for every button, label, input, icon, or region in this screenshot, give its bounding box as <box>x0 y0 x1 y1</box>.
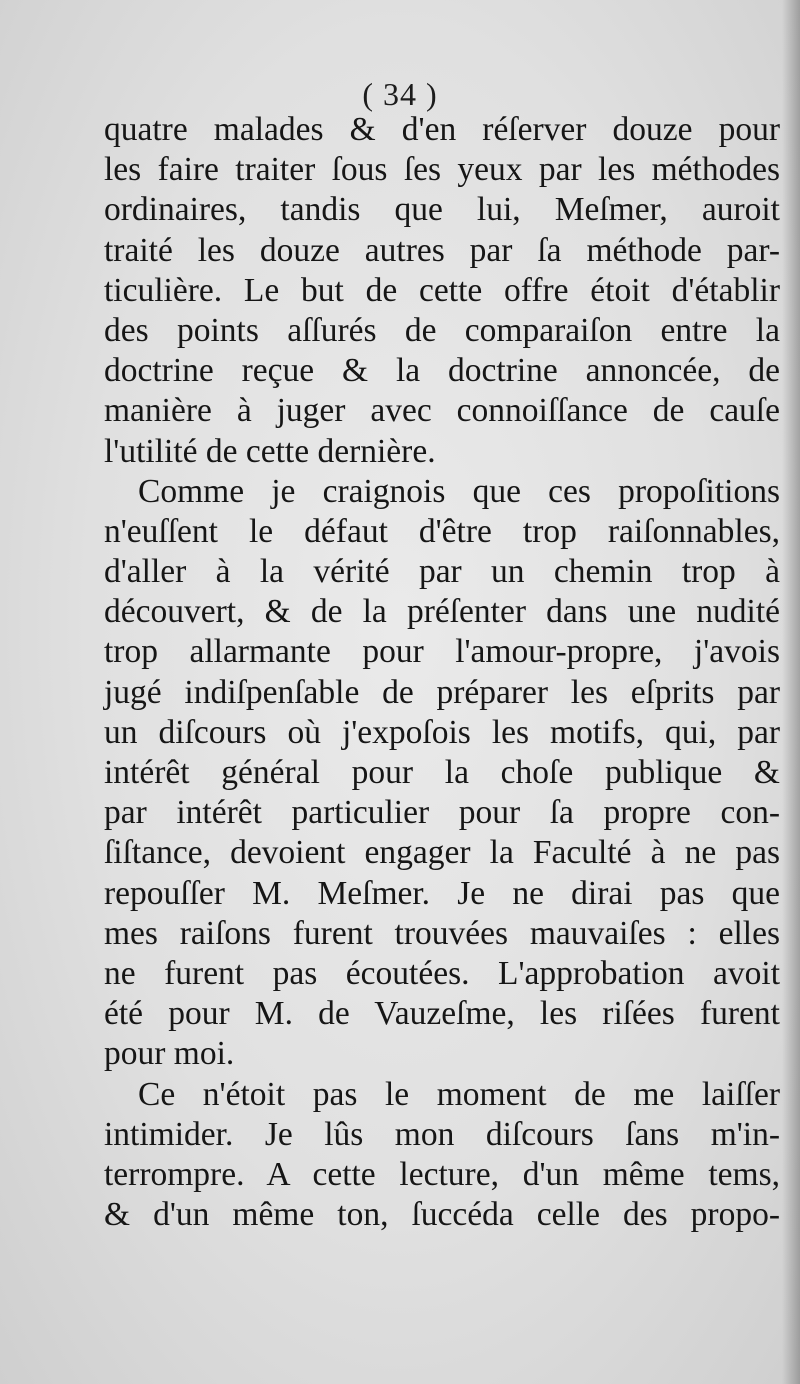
text-line: les faire traiter ſous ſes yeux par les méthodes <box>104 151 780 189</box>
text-line: n'euſſent le défaut d'être trop raiſonnables, <box>104 512 780 550</box>
text-line: repouſſer M. Meſmer. Je ne dirai pas que <box>104 874 780 912</box>
text-line: des points aſſurés de comparaiſon entre la <box>104 311 780 349</box>
text-line: intimider. Je lûs mon diſcours ſans m'in- <box>104 1115 780 1153</box>
text-line: ſiſtance, devoient engager la Faculté à ne pas <box>104 834 780 872</box>
text-line: l'utilité de cette dernière. <box>104 432 436 470</box>
text-line: trop allarmante pour l'amour-propre, j'avois <box>104 633 780 671</box>
text-line: manière à juger avec connoiſſance de cauſe <box>104 392 780 430</box>
text-line: ticulière. Le but de cette offre étoit d'établir <box>104 271 780 309</box>
text-line: été pour M. de Vauzeſme, les riſées furent <box>104 995 780 1033</box>
text-line: terrompre. A cette lecture, d'un même tems, <box>104 1155 780 1193</box>
text-line: d'aller à la vérité par un chemin trop à <box>104 553 780 591</box>
text-line: un diſcours où j'expoſois les motifs, qui, par <box>104 713 780 751</box>
text-line: ordinaires, tandis que lui, Meſmer, auroit <box>104 191 780 229</box>
text-line: Ce n'étoit pas le moment de me laiſſer <box>138 1075 780 1113</box>
text-line: Comme je craignois que ces propoſitions <box>138 472 780 510</box>
text-line: & d'un même ton, ſuccéda celle des propo- <box>104 1196 780 1234</box>
text-line: intérêt général pour la choſe publique & <box>104 754 780 791</box>
text-line: pour moi. <box>104 1035 235 1073</box>
text-line: traité les douze autres par ſa méthode par- <box>104 231 780 269</box>
text-line: par intérêt particulier pour ſa propre con- <box>104 794 780 832</box>
body-text <box>104 110 780 1235</box>
text-line: mes raiſons furent trouvées mauvaiſes : elles <box>104 914 780 952</box>
page-gutter-shadow <box>782 0 800 1384</box>
text-line: jugé indiſpenſable de préparer les eſprits par <box>104 673 780 711</box>
text-line: quatre malades & d'en réſerver douze pour <box>104 111 780 148</box>
text-line: découvert, & de la préſenter dans une nudité <box>104 593 780 631</box>
text-line: doctrine reçue & la doctrine annoncée, de <box>104 352 780 390</box>
page-number: ( 34 ) <box>362 76 438 112</box>
text-line: ne furent pas écoutées. L'approbation avoit <box>104 954 780 992</box>
